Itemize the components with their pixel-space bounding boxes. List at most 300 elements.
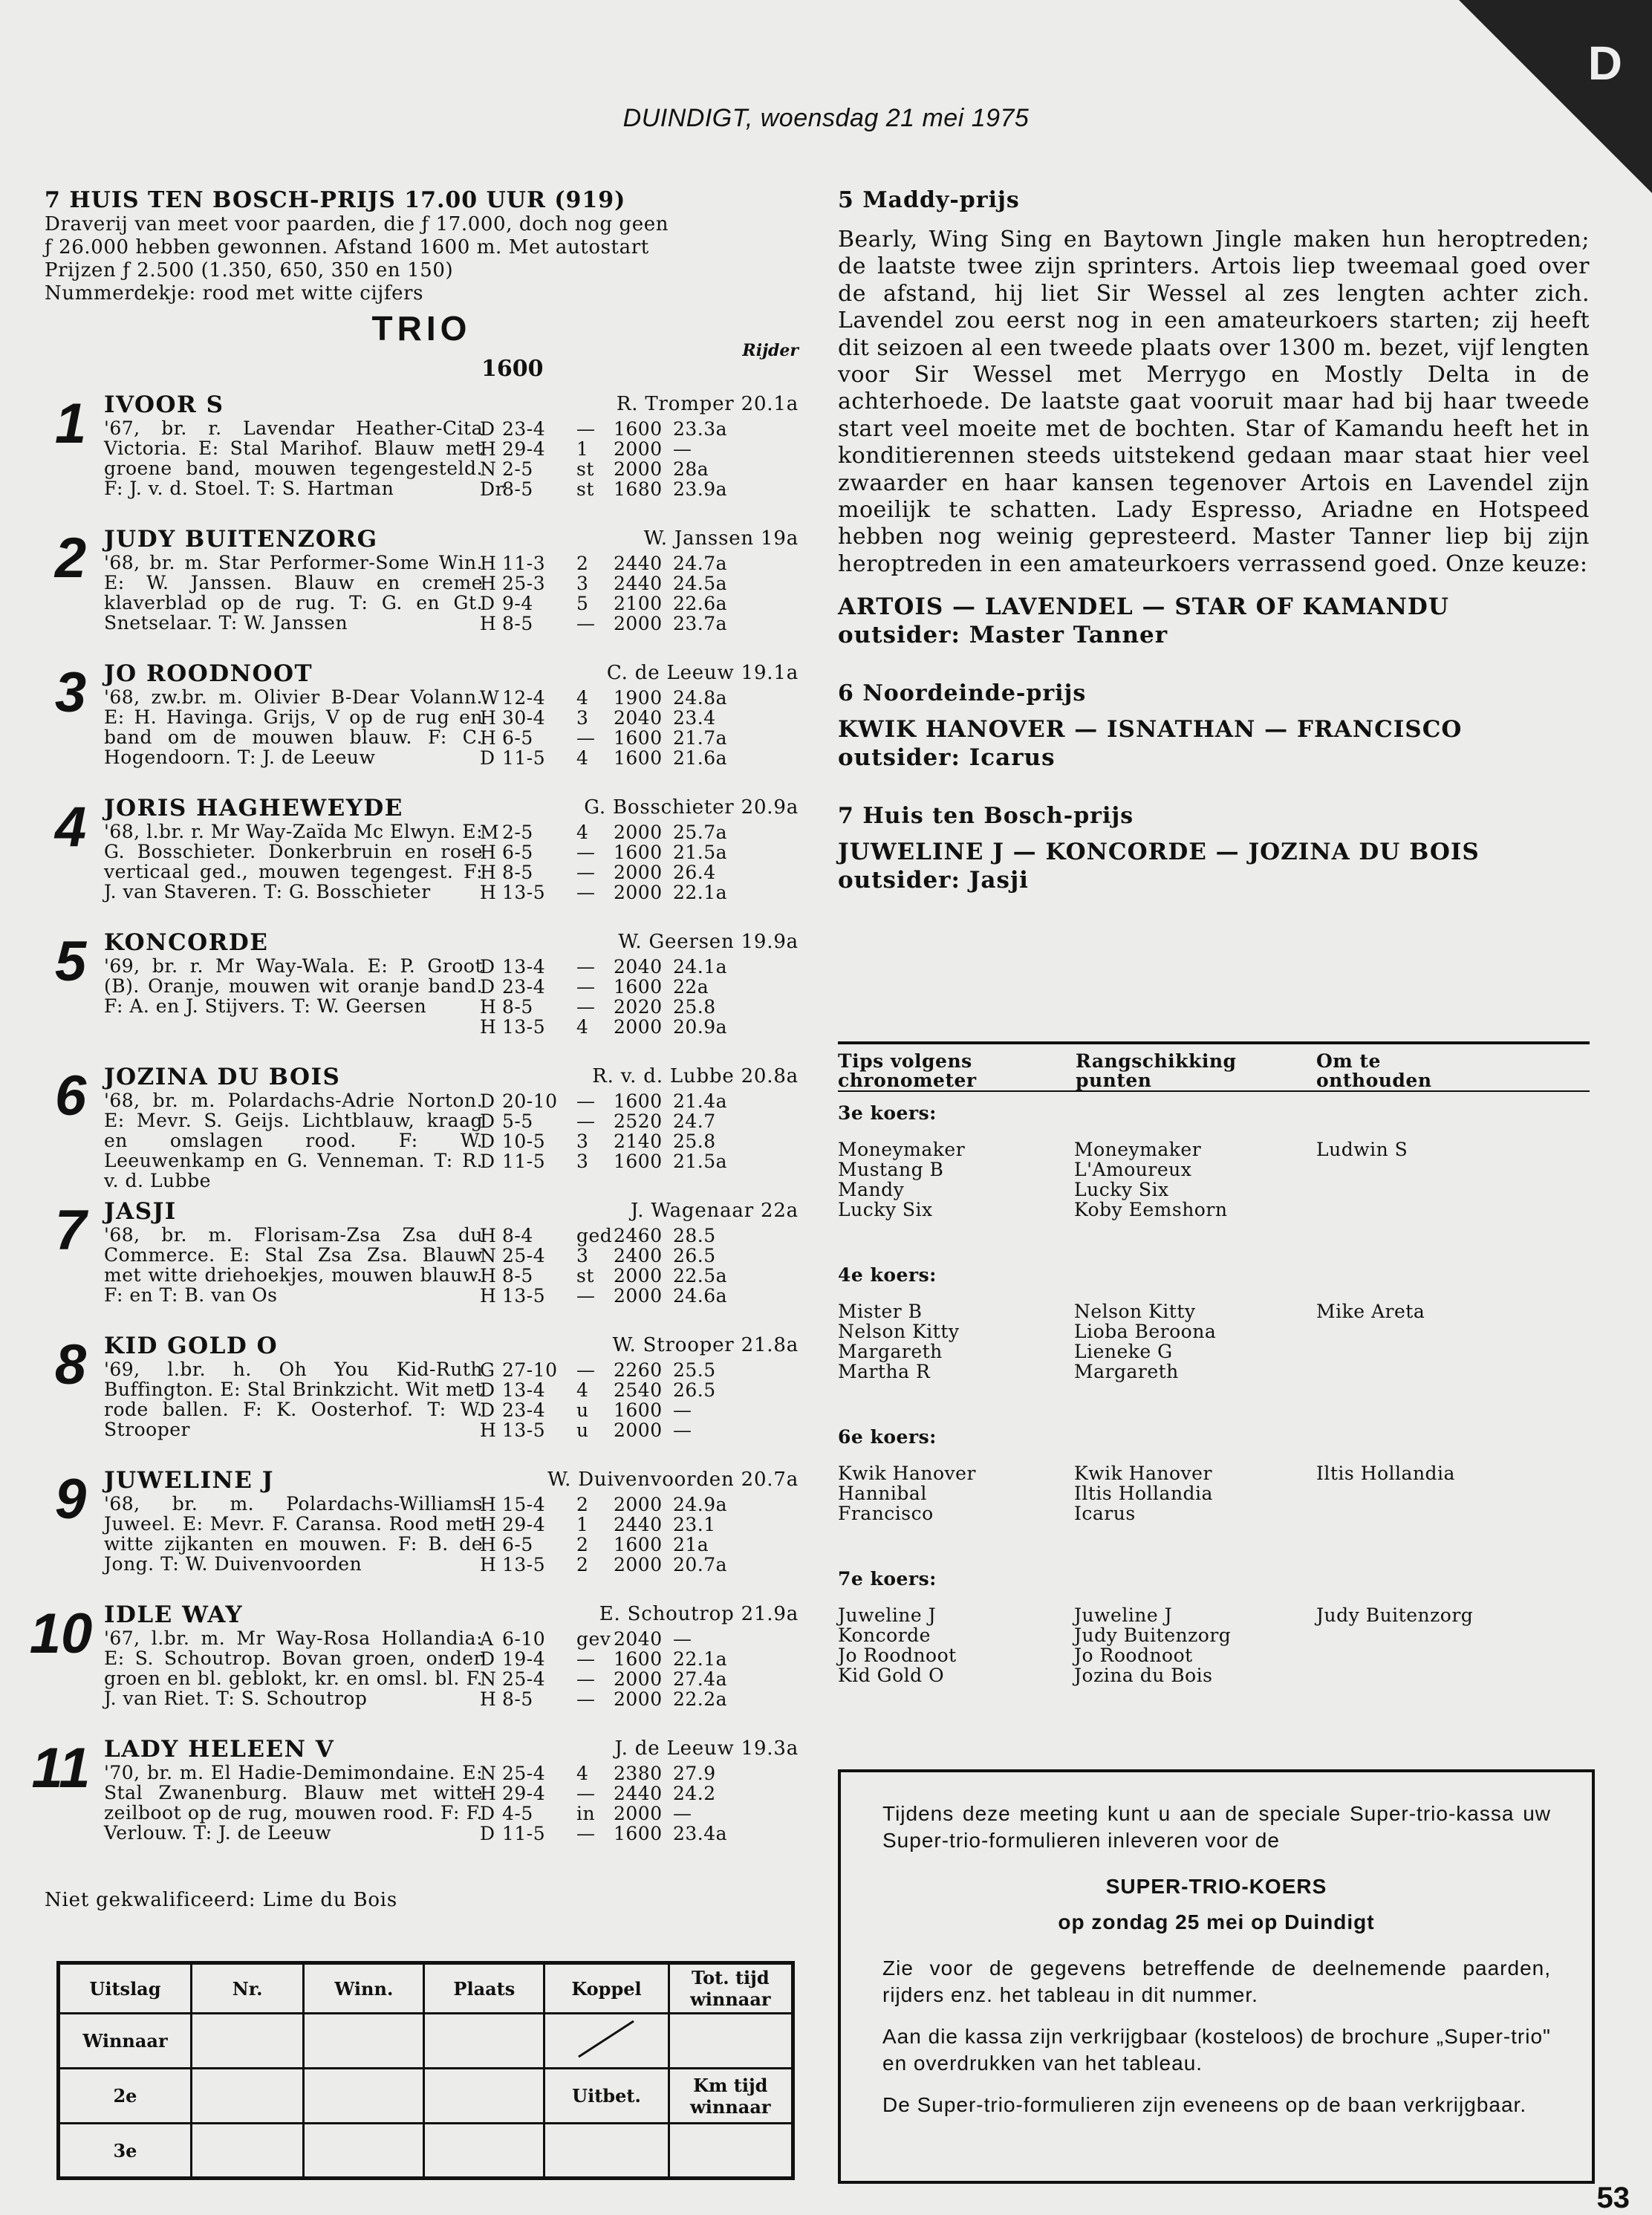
form-record (480, 478, 799, 498)
form-field: D (480, 1110, 495, 1132)
form-field: 21.5a (673, 842, 728, 863)
race-card (29, 187, 799, 1870)
form-field: A (480, 1628, 494, 1650)
horse-rider: W. Janssen 19a (643, 527, 799, 550)
form-field: st (576, 478, 594, 500)
form-records (480, 956, 799, 1036)
form-field: W (480, 687, 500, 709)
slash-cell (544, 2014, 669, 2069)
result-cell[interactable] (669, 2014, 793, 2069)
col-plaats: Plaats (424, 1963, 544, 2014)
form-records (480, 1225, 799, 1305)
tip-horse: Lucky Six (1074, 1179, 1169, 1200)
form-field: 26.4 (673, 862, 716, 883)
form-field: H (480, 613, 497, 634)
form-record (480, 418, 799, 438)
form-field: H (480, 1688, 497, 1710)
form-field: 2000 (614, 1419, 663, 1441)
tip-horse: Jo Roodnoot (838, 1645, 957, 1666)
form-field: 1600 (614, 842, 663, 863)
not-qualified-note: Niet gekwalificeerd: Lime du Bois (45, 1889, 398, 1911)
race-info-line: Draverij van meet voor paarden, die ƒ 17.000, doch nog geen (45, 213, 669, 235)
form-field: 11-5 (502, 1823, 546, 1844)
form-field: 26.5 (673, 1245, 716, 1266)
form-field: 2000 (614, 1668, 663, 1690)
tip-horse: Nelson Kitty (838, 1321, 960, 1342)
horse-name: JO ROODNOOT (104, 660, 313, 687)
form-field: 21.5a (673, 1151, 728, 1172)
form-field: 1600 (614, 1399, 663, 1421)
col-tot-tijd: Tot. tijd winnaar (669, 1963, 793, 2014)
form-field: 13-4 (502, 956, 546, 978)
horse-entry (31, 1736, 799, 1870)
form-record (480, 1090, 799, 1110)
super-trio-box (838, 1769, 1595, 2184)
form-field: 22.1a (673, 1648, 728, 1670)
form-field: 24.9a (673, 1494, 728, 1515)
form-field: 23.3a (673, 418, 728, 440)
form-field: 27-10 (502, 1359, 558, 1381)
form-field: 9-4 (502, 593, 533, 614)
form-field: 2040 (614, 956, 663, 978)
col-koppel: Koppel (544, 1963, 669, 2014)
form-field: 8-5 (502, 1688, 533, 1710)
tips-table (838, 1041, 1590, 1720)
form-field: 13-4 (502, 1379, 546, 1401)
masthead: DUINDIGT, woensdag 21 mei 1975 (622, 104, 1030, 132)
section-letter: D (1587, 36, 1622, 90)
koers-block (838, 1092, 1590, 1254)
form-field: 11-5 (502, 1151, 546, 1172)
form-record (480, 1803, 799, 1823)
tip-horse: Juweline J (838, 1604, 937, 1626)
form-field: H (480, 862, 497, 883)
form-field: H (480, 1534, 497, 1555)
section-5-body: Bearly, Wing Sing en Baytown Jingle maken hun heroptreden; de laatste twee zijn sprinters. Artois liep tweemaal goed over de afstand, hij liet Sir Wessel al zes lengten achter zich. Lavendel zou eerst nog in een amateurkoers starten; zij heeft dit seizoen al een tweede plaats over 1300 m. bezet, vijf lengten voor Sir Wessel met Merrygo en Mostly Delta in de achterhoede. De laatste gaat vooruit maar had bij haar tweede start veel moeite met de bochten. Star of Kamandu heeft het in konditierennen steeds uitstekend gedaan maar staat hier veel zwaarder en haar kansen tegenover Artois en Lavendel zijn moeilijk te schatten. Lady Espresso, Ariadne en Hotspeed hebben nog weinig gepresteerd. Master Tanner liep bij zijn heroptreden in een amateurkoers verrassend goed. Onze keuze: (838, 227, 1590, 577)
form-record (480, 1110, 799, 1131)
tip-horse: Kwik Hanover (838, 1463, 976, 1484)
form-field: 23.9a (673, 478, 728, 500)
tip-horse: Kid Gold O (838, 1665, 945, 1686)
row-2e: 2e (59, 2069, 192, 2124)
form-record (480, 1359, 799, 1379)
form-field: 1900 (614, 687, 663, 709)
tip-horse: Martha R (838, 1361, 931, 1382)
start-number: 4 (54, 796, 87, 859)
form-field: 2140 (614, 1131, 663, 1152)
form-field: H (480, 1514, 497, 1535)
form-field: 1600 (614, 1090, 663, 1112)
form-record (480, 613, 799, 633)
tips-column (1316, 1301, 1425, 1321)
tip-horse: Iltis Hollandia (1316, 1463, 1455, 1484)
form-field: 24.7a (673, 553, 728, 574)
form-field: 19-4 (502, 1648, 546, 1670)
form-field: Dr (480, 478, 504, 500)
tip-horse: Iltis Hollandia (1074, 1483, 1213, 1504)
form-record (480, 1648, 799, 1668)
horse-rider: W. Duivenvoorden 20.7a (547, 1468, 799, 1491)
form-field: in (576, 1803, 596, 1824)
form-records (480, 1090, 799, 1171)
form-field: H (480, 1554, 497, 1575)
result-cell[interactable] (191, 2014, 303, 2069)
horse-name: JORIS HAGHEWEYDE (104, 795, 403, 822)
form-field: 11-3 (502, 553, 546, 574)
form-field: 11-5 (502, 747, 546, 769)
start-number: 9 (54, 1468, 87, 1531)
form-field: D (480, 747, 495, 769)
form-field: H (480, 1265, 497, 1287)
slash-line (565, 2017, 647, 2061)
form-field: D (480, 976, 495, 998)
col-uitslag: Uitslag (59, 1963, 192, 2014)
form-field: 25-3 (502, 573, 546, 594)
section-5-title: 5 Maddy-prijs (838, 187, 1020, 213)
horse-name: JUWELINE J (104, 1467, 274, 1494)
form-field: 2460 (614, 1225, 663, 1246)
form-field: 2-5 (502, 822, 533, 843)
box-para-2: Zie voor de gegevens betreffende de deelnemende paarden, rijders enz. het tableau in dit nummer. (882, 1957, 1551, 2006)
form-record (480, 1265, 799, 1285)
form-field: 29-4 (502, 1514, 546, 1535)
form-field: 2540 (614, 1379, 663, 1401)
form-field: — (576, 1285, 596, 1307)
horse-description: '69, l.br. h. Oh You Kid-Ruth Buffington. E: Stal Brinkzicht. Wit met rode ballen. F: K. Oosterhof. T: W. Strooper (104, 1359, 483, 1440)
koers-block (838, 1558, 1590, 1720)
horse-name: JUDY BUITENZORG (104, 526, 378, 553)
form-field: 1600 (614, 418, 663, 440)
form-field: 1600 (614, 1534, 663, 1555)
section-5-pick: ARTOIS — LAVENDEL — STAR OF KAMANDU (838, 593, 1449, 621)
horse-list (29, 391, 799, 1870)
form-field: 22.2a (673, 1688, 728, 1710)
form-field: st (576, 1265, 594, 1287)
race-info-line: ƒ 26.000 hebben gewonnen. Afstand 1600 m. Met autostart (45, 236, 649, 258)
horse-rider: R. Tromper 20.1a (616, 393, 799, 415)
form-field: 24.5a (673, 573, 728, 594)
form-field: 27.9 (673, 1763, 716, 1784)
horse-name: JASJI (104, 1198, 177, 1225)
start-number: 10 (29, 1602, 93, 1665)
form-field: 13-5 (502, 1016, 546, 1038)
form-field: 2040 (614, 707, 663, 729)
box-para-4: De Super-trio-formulieren zijn eveneens op de baan verkrijgbaar. (882, 2093, 1527, 2116)
horse-description: '68, l.br. r. Mr Way-Zaïda Mc Elwyn. E: G. Bosschieter. Donkerbruin en rose verticaal ged., mouwen tegengest. F: J. van Staveren. T: G. Bosschieter (104, 821, 483, 902)
form-record (480, 1514, 799, 1534)
form-record (480, 1534, 799, 1554)
form-field: — (576, 1783, 596, 1804)
result-cell[interactable] (544, 2124, 669, 2179)
form-field: 5 (576, 593, 589, 614)
form-field: — (576, 842, 596, 863)
form-field: 13-5 (502, 1554, 546, 1575)
race-title: 7 HUIS TEN BOSCH-PRIJS 17.00 UUR (919) (45, 187, 626, 213)
form-field: 22.1a (673, 882, 728, 903)
start-number: 5 (54, 930, 87, 993)
form-field: 13-5 (502, 882, 546, 903)
form-field: 4 (576, 1379, 589, 1401)
form-record (480, 707, 799, 727)
tips-header (838, 1044, 1590, 1090)
form-field: 2000 (614, 1016, 663, 1038)
koers-label: 3e koers: (838, 1102, 937, 1124)
box-para-3: Aan die kassa zijn verkrijgbaar (kosteloos) de brochure „Super-trio" en overdrukken van het tableau. (882, 2025, 1551, 2075)
form-field: u (576, 1419, 589, 1441)
form-field: 4 (576, 747, 589, 769)
form-record (480, 1131, 799, 1151)
form-field: 1 (576, 1514, 589, 1535)
form-field: H (480, 1285, 497, 1307)
tip-horse: Hannibal (838, 1483, 927, 1504)
tip-horse: Juweline J (1074, 1604, 1173, 1626)
form-field: — (576, 1090, 596, 1112)
form-field: 23-4 (502, 976, 546, 998)
form-field: 23-4 (502, 1399, 546, 1421)
form-field: 3 (576, 707, 589, 729)
result-cell[interactable] (304, 2014, 424, 2069)
form-field: 3 (576, 1131, 589, 1152)
form-field: — (576, 1823, 596, 1844)
tip-horse: L'Amoureux (1074, 1159, 1192, 1180)
box-date: op zondag 25 mei op Duindigt (1058, 1910, 1375, 1933)
tip-horse: Margareth (1074, 1361, 1179, 1382)
form-record (480, 1245, 799, 1265)
tip-horse: Judy Buitenzorg (1316, 1604, 1474, 1626)
form-record (480, 1783, 799, 1803)
tip-horse: Lieneke G (1074, 1341, 1173, 1362)
distance-row (45, 341, 799, 391)
horse-rider: C. de Leeuw 19.1a (606, 662, 799, 684)
form-record (480, 747, 799, 767)
tips-column (1316, 1463, 1455, 1483)
form-field: — (673, 438, 692, 460)
form-field: D (480, 956, 495, 978)
form-field: 29-4 (502, 1783, 546, 1804)
horse-entry (45, 1467, 799, 1601)
result-cell[interactable] (669, 2124, 793, 2179)
section-6-pick: KWIK HANOVER — ISNATHAN — FRANCISCO (838, 716, 1463, 744)
form-field: 1680 (614, 478, 663, 500)
form-record (480, 1285, 799, 1305)
koers-block (838, 1416, 1590, 1558)
form-field: H (480, 1494, 497, 1515)
form-field: D (480, 1399, 495, 1421)
section-7-outsider: outsider: Jasji (838, 867, 1029, 894)
form-field: 12-4 (502, 687, 546, 709)
horse-entry (45, 929, 799, 1064)
form-field: 2440 (614, 1783, 663, 1804)
start-number: 11 (31, 1737, 91, 1800)
form-record (480, 1379, 799, 1399)
form-field: 2000 (614, 1265, 663, 1287)
horse-description: '67, br. r. Lavendar Heather-Cita Victoria. E: Stal Marihof. Blauw met groene band, mouwen tegengesteld. F: J. v. d. Stoel. T: S. Hartman (104, 417, 483, 499)
form-field: H (480, 1419, 497, 1441)
result-cell[interactable] (191, 2124, 303, 2179)
horse-description: '67, l.br. m. Mr Way-Rosa Hollandia: E: S. Schoutrop. Bovan groen, onder groen en bl. geblokt, kr. en omsl. bl. F. J. van Riet. T: S. Schoutrop (104, 1627, 483, 1709)
form-field: 8-5 (502, 478, 533, 500)
form-field: 13-5 (502, 1285, 546, 1307)
form-records (480, 1359, 799, 1440)
form-field: 28.5 (673, 1225, 716, 1246)
form-field: 13-5 (502, 1419, 546, 1441)
koers-label: 7e koers: (838, 1568, 937, 1590)
predictions-column (838, 187, 1590, 894)
result-cell[interactable] (191, 2069, 303, 2124)
form-records (480, 1494, 799, 1574)
form-field: 2020 (614, 996, 663, 1018)
horse-description: '68, br. m. Polardachs-Adrie Norton. E: Mevr. S. Geijs. Lichtblauw, kraag en omslagen rood. F: W. Leeuwenkamp en G. Venneman. T: R. v. d. Lubbe (104, 1090, 483, 1191)
form-record (480, 1628, 799, 1648)
form-field: D (480, 593, 495, 614)
tips-header-punten: Rangschikking punten (1076, 1050, 1237, 1091)
form-record (480, 1688, 799, 1708)
form-record (480, 1399, 799, 1419)
form-field: 24.1a (673, 956, 728, 978)
form-field: H (480, 996, 497, 1018)
horse-rider: G. Bosschieter 20.9a (584, 796, 799, 819)
form-record (480, 822, 799, 842)
tip-horse: Koby Eemshorn (1074, 1199, 1228, 1220)
form-field: 20.7a (673, 1554, 728, 1575)
tip-horse: Margareth (838, 1341, 943, 1362)
form-field: 2 (576, 553, 589, 574)
form-field: H (480, 438, 497, 460)
box-intro: Tijdens deze meeting kunt u aan de speciale Super-trio-kassa uw Super-trio-formulieren inleveren voor de (882, 1802, 1551, 1852)
form-field: 1600 (614, 747, 663, 769)
form-field: ged (576, 1225, 613, 1246)
form-record (480, 1668, 799, 1688)
form-field: 28a (673, 458, 709, 480)
horse-name: KID GOLD O (104, 1333, 279, 1359)
form-field: N (480, 458, 497, 480)
form-field: — (576, 996, 596, 1018)
form-records (480, 1763, 799, 1843)
result-cell[interactable] (304, 2069, 424, 2124)
race-info (45, 213, 799, 305)
form-field: M (480, 822, 500, 843)
form-field: D (480, 1379, 495, 1401)
form-field: — (576, 1648, 596, 1670)
result-cell[interactable] (424, 2124, 544, 2179)
race-info-line: Nummerdekje: rood met witte cijfers (45, 282, 424, 305)
form-field: 30-4 (502, 707, 546, 729)
start-number: 2 (54, 527, 87, 590)
row-winnaar: Winnaar (59, 2014, 192, 2069)
form-field: 22.5a (673, 1265, 728, 1287)
form-field: 2260 (614, 1359, 663, 1381)
tips-header-chronometer: Tips volgens chronometer (838, 1050, 977, 1091)
form-field: 2 (576, 1534, 589, 1555)
start-number: 3 (54, 661, 87, 724)
form-field: 26.5 (673, 1379, 716, 1401)
form-record (480, 862, 799, 882)
result-cell[interactable] (304, 2124, 424, 2179)
form-records (480, 822, 799, 902)
section-7-title: 7 Huis ten Bosch-prijs (838, 803, 1134, 830)
form-record (480, 573, 799, 593)
start-number: 1 (54, 392, 87, 455)
tips-column (1074, 1605, 1231, 1685)
form-field: 8-5 (502, 1265, 533, 1287)
form-field: 23-4 (502, 418, 546, 440)
result-cell[interactable] (424, 2069, 544, 2124)
form-field: 23.4a (673, 1823, 728, 1844)
form-field: u (576, 1399, 589, 1421)
form-field: 1600 (614, 1151, 663, 1172)
section-6-title: 6 Noordeinde-prijs (838, 680, 1087, 707)
form-field: 6-5 (502, 727, 533, 749)
form-field: 2000 (614, 1554, 663, 1575)
tip-horse: Mustang B (838, 1159, 944, 1180)
tips-column (1074, 1463, 1213, 1523)
horse-entry (45, 1333, 799, 1467)
tips-column (1074, 1301, 1216, 1382)
horse-entry (45, 391, 799, 526)
form-record (480, 1823, 799, 1843)
tip-horse: Lioba Beroona (1074, 1321, 1217, 1342)
form-field: 27.4a (673, 1668, 728, 1690)
tip-horse: Moneymaker (838, 1139, 966, 1160)
form-field: 4 (576, 687, 589, 709)
form-field: 2-5 (502, 458, 533, 480)
form-field: 23.7a (673, 613, 728, 634)
result-cell[interactable] (424, 2014, 544, 2069)
form-field: H (480, 573, 497, 594)
col-winn: Winn. (304, 1963, 424, 2014)
form-field: 23.4 (673, 707, 716, 729)
rider-label: Rijder (742, 341, 799, 360)
form-record (480, 1419, 799, 1440)
form-record (480, 956, 799, 976)
form-field: 25-4 (502, 1763, 546, 1784)
form-field: 4 (576, 822, 589, 843)
form-field: D (480, 1131, 495, 1152)
form-record (480, 458, 799, 478)
form-record (480, 1554, 799, 1574)
form-field: 2100 (614, 593, 663, 614)
form-field: H (480, 1016, 497, 1038)
section-6-outsider: outsider: Icarus (838, 744, 1056, 772)
form-record (480, 882, 799, 902)
form-field: 6-5 (502, 842, 533, 863)
tip-horse: Moneymaker (1074, 1139, 1202, 1160)
result-table (56, 1961, 795, 2180)
start-number: 8 (54, 1333, 87, 1396)
tips-column (838, 1139, 965, 1220)
tips-column (1316, 1605, 1473, 1625)
form-field: — (673, 1399, 692, 1421)
form-record (480, 1763, 799, 1783)
form-field: 2000 (614, 822, 663, 843)
horse-name: JOZINA DU BOIS (104, 1064, 341, 1090)
horse-description: '68, br. m. Florisam-Zsa Zsa du Commerce. E: Stal Zsa Zsa. Blauw met witte driehoekjes, mouwen blauw. F: en T: B. van Os (104, 1224, 483, 1306)
form-field: D (480, 418, 495, 440)
km-tijd-label: Km tijd winnaar (669, 2069, 793, 2124)
horse-description: '68, br. m. Polardachs-Williams Juweel. E: Mevr. F. Caransa. Rood met witte zijkanten en mouwen. F: B. de Jong. T: W. Duivenvoorden (104, 1493, 483, 1575)
form-field: H (480, 882, 497, 903)
form-field: 4 (576, 1763, 589, 1784)
form-field: D (480, 1648, 495, 1670)
form-field: — (576, 862, 596, 883)
form-field: 1600 (614, 1823, 663, 1844)
form-field: 25.8 (673, 1131, 716, 1152)
page-number: 53 (1596, 2182, 1630, 2214)
form-field: 4 (576, 1016, 589, 1038)
tips-column (1074, 1139, 1227, 1220)
koers-label: 4e koers: (838, 1264, 937, 1286)
trio-heading: TRIO (371, 309, 472, 348)
